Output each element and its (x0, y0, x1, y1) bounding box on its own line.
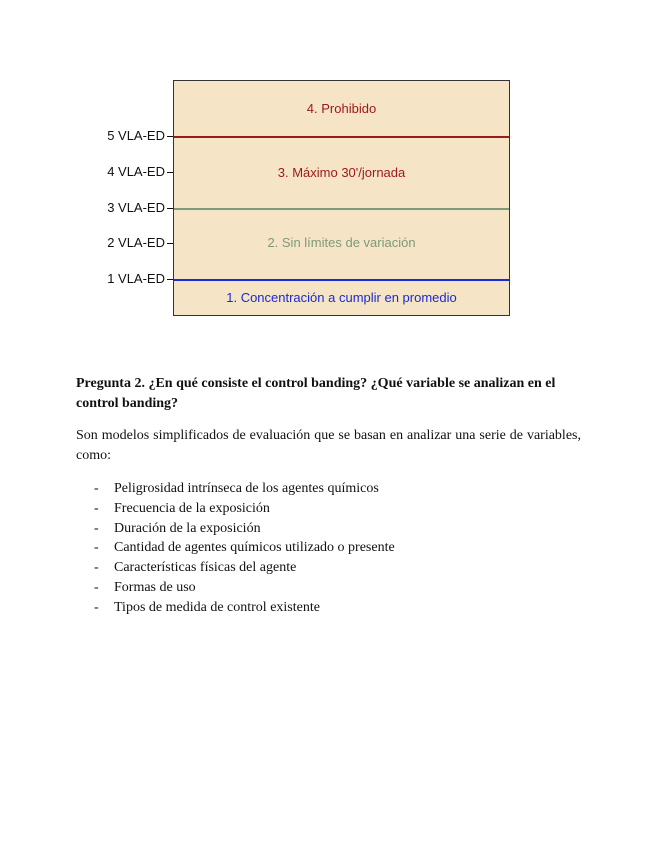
limit-line-1-vla-ed (174, 279, 509, 281)
list-item (94, 519, 395, 539)
variables-list (94, 479, 395, 618)
axis-label-3-vla-ed: 3 VLA-ED (107, 200, 165, 215)
exposure-limits-diagram (0, 0, 655, 340)
list-item-text: Cantidad de agentes químicos utilizado o presente (114, 540, 395, 556)
list-dash: - (94, 520, 99, 536)
list-dash: - (94, 500, 99, 516)
zone-label-concentracion: 1. Concentración a cumplir en promedio (226, 290, 457, 305)
list-item-text: Características físicas del agente (114, 560, 297, 576)
list-dash: - (94, 560, 99, 576)
list-item (94, 578, 395, 598)
list-item (94, 479, 395, 499)
axis-label-2-vla-ed: 2 VLA-ED (107, 235, 165, 250)
zone-label-prohibido: 4. Prohibido (306, 101, 377, 116)
answer-paragraph: Son modelos simplificados de evaluación que se basan en analizar una serie de variables, como: (76, 428, 581, 463)
list-item-text: Tipos de medida de control existente (114, 599, 320, 615)
limit-line-3-vla-ed (174, 208, 509, 210)
axis-label-5-vla-ed: 5 VLA-ED (107, 128, 165, 143)
list-item (94, 558, 395, 578)
list-item-text: Duración de la exposición (114, 520, 261, 536)
list-dash: - (94, 540, 99, 556)
list-item (94, 598, 395, 618)
list-item (94, 538, 395, 558)
zones-box (173, 80, 510, 316)
list-item-text: Formas de uso (114, 579, 196, 595)
axis-label-4-vla-ed: 4 VLA-ED (107, 164, 165, 179)
list-item-text: Peligrosidad intrínseca de los agentes químicos (114, 481, 379, 496)
list-item-text: Frecuencia de la exposición (114, 500, 270, 516)
question-heading: Pregunta 2. ¿En qué consiste el control banding? ¿Qué variable se analizan en el control banding? (76, 376, 556, 411)
axis-label-1-vla-ed: 1 VLA-ED (107, 271, 165, 286)
list-dash: - (94, 599, 99, 615)
list-dash: - (94, 579, 99, 595)
zone-label-sin-limites: 2. Sin límites de variación (267, 235, 416, 250)
zone-label-maximo-30: 3. Máximo 30'/jornada (277, 165, 406, 180)
list-item (94, 499, 395, 519)
list-dash: - (94, 481, 99, 496)
limit-line-5-vla-ed (174, 136, 509, 138)
